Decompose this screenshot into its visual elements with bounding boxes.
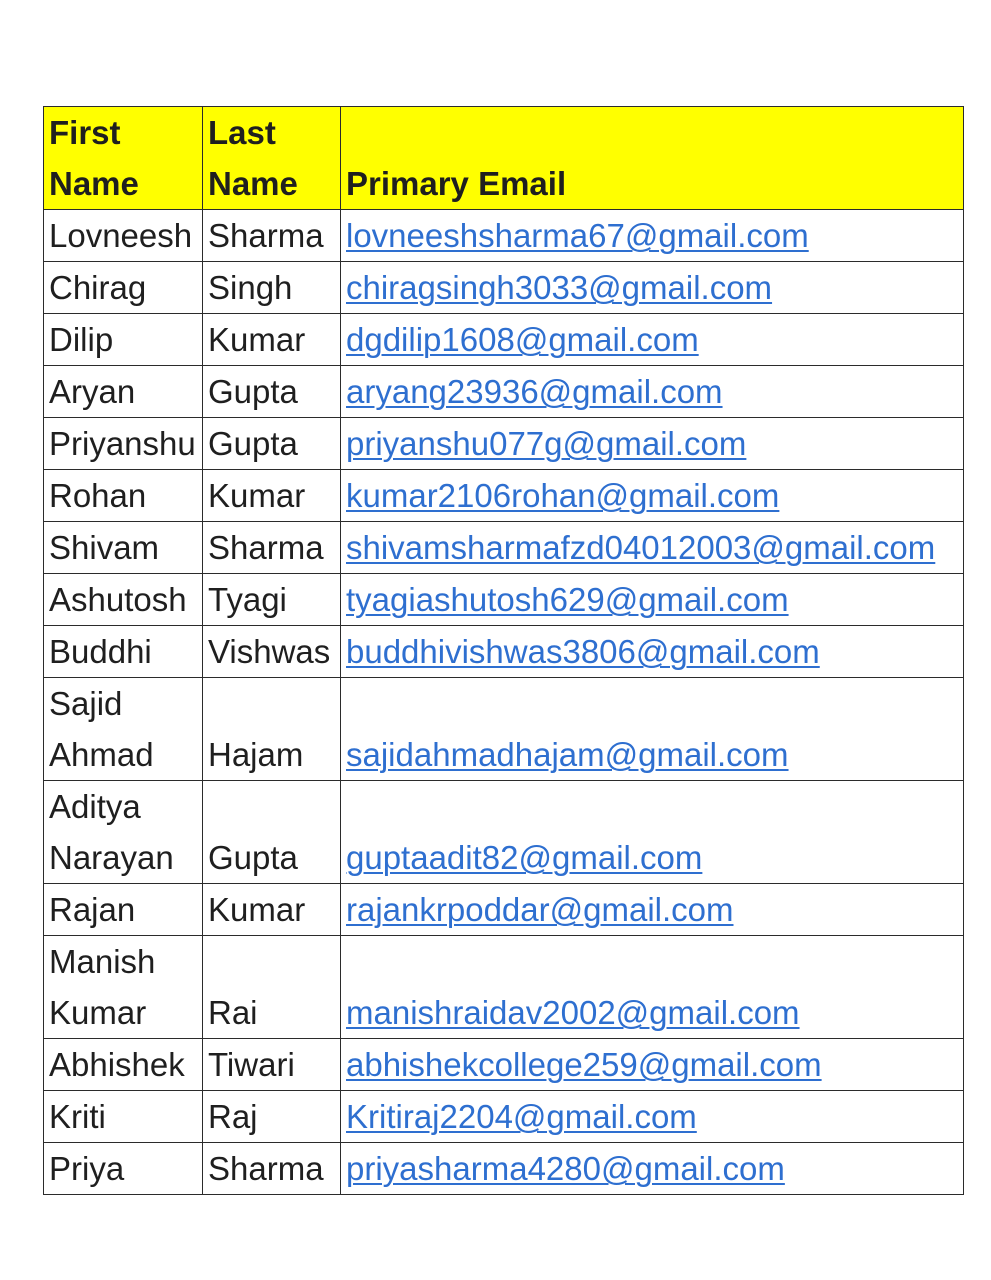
email-link[interactable]: Kritiraj2204@gmail.com — [346, 1098, 697, 1135]
last-name-cell: Vishwas — [203, 626, 341, 678]
first-name-cell — [44, 418, 203, 470]
last-name-cell: Kumar — [203, 884, 341, 936]
email-cell — [341, 470, 964, 522]
first-name: Ashutosh — [49, 581, 187, 618]
table-row — [44, 470, 964, 522]
header-first-name: First Name — [44, 107, 203, 210]
first-name-cell — [44, 1091, 203, 1143]
first-name: Manish Kumar — [49, 943, 156, 1031]
email-link[interactable]: buddhivishwas3806@gmail.com — [346, 633, 820, 670]
table-row — [44, 678, 964, 781]
first-name: Dilip — [49, 321, 114, 358]
first-name-cell — [44, 1039, 203, 1091]
last-name-cell: Tyagi — [203, 574, 341, 626]
first-name: Aryan — [49, 373, 136, 410]
last-name-cell: Sharma — [203, 210, 341, 262]
first-name: Rajan — [49, 891, 136, 928]
first-name-cell — [44, 262, 203, 314]
last-name-cell: Raj — [203, 1091, 341, 1143]
email-cell — [341, 314, 964, 366]
last-name-cell: Singh — [203, 262, 341, 314]
first-name-cell — [44, 522, 203, 574]
last-name-cell: Gupta — [203, 781, 341, 884]
email-link[interactable]: guptaadit82@gmail.com — [346, 839, 703, 876]
first-name-cell — [44, 1143, 203, 1195]
email-cell — [341, 1143, 964, 1195]
header-last-name: Last Name — [203, 107, 341, 210]
table-row — [44, 366, 964, 418]
first-name: Aditya Narayan — [49, 788, 174, 876]
first-name: Priya — [49, 1150, 125, 1187]
email-cell — [341, 366, 964, 418]
email-link[interactable]: tyagiashutosh629@gmail.com — [346, 581, 789, 618]
email-cell — [341, 781, 964, 884]
email-cell — [341, 1039, 964, 1091]
first-name: Sajid Ahmad — [49, 685, 154, 773]
last-name-cell: Rai — [203, 936, 341, 1039]
first-name: Shivam — [49, 529, 160, 566]
email-cell — [341, 626, 964, 678]
email-cell — [341, 574, 964, 626]
email-link[interactable]: lovneeshsharma67@gmail.com — [346, 217, 809, 254]
email-link[interactable]: abhishekcollege259@gmail.com — [346, 1046, 822, 1083]
first-name-cell — [44, 210, 203, 262]
first-name-cell — [44, 884, 203, 936]
email-cell — [341, 262, 964, 314]
email-link[interactable]: chiragsingh3033@gmail.com — [346, 269, 773, 306]
email-cell — [341, 210, 964, 262]
first-name-cell — [44, 314, 203, 366]
table-row — [44, 418, 964, 470]
email-link[interactable]: manishraidav2002@gmail.com — [346, 994, 800, 1031]
table-row — [44, 210, 964, 262]
email-link[interactable]: rajankrpoddar@gmail.com — [346, 891, 734, 928]
email-cell — [341, 678, 964, 781]
last-name-cell: Gupta — [203, 366, 341, 418]
last-name-cell: Hajam — [203, 678, 341, 781]
first-name: Lovneesh — [49, 217, 193, 254]
last-name-cell: Gupta — [203, 418, 341, 470]
table-row — [44, 574, 964, 626]
table-row — [44, 626, 964, 678]
email-cell — [341, 884, 964, 936]
email-link[interactable]: shivamsharmafzd04012003@gmail.com — [346, 529, 936, 566]
email-cell — [341, 418, 964, 470]
header-row — [44, 107, 964, 210]
first-name-cell — [44, 470, 203, 522]
email-cell — [341, 936, 964, 1039]
table-row — [44, 262, 964, 314]
contacts-table-body — [44, 107, 964, 1195]
first-name-cell — [44, 366, 203, 418]
last-name-cell: Sharma — [203, 1143, 341, 1195]
email-link[interactable]: sajidahmadhajam@gmail.com — [346, 736, 789, 773]
table-row — [44, 522, 964, 574]
first-name-cell — [44, 936, 203, 1039]
first-name: Buddhi — [49, 633, 152, 670]
email-cell — [341, 1091, 964, 1143]
first-name-cell — [44, 678, 203, 781]
last-name-cell: Kumar — [203, 470, 341, 522]
email-link[interactable]: kumar2106rohan@gmail.com — [346, 477, 780, 514]
first-name: Priyanshu — [49, 425, 196, 462]
first-name: Rohan — [49, 477, 147, 514]
first-name: Kriti — [49, 1098, 106, 1135]
table-row — [44, 1039, 964, 1091]
last-name-cell: Sharma — [203, 522, 341, 574]
table-row — [44, 1091, 964, 1143]
first-name-cell — [44, 781, 203, 884]
table-row — [44, 781, 964, 884]
first-name-cell — [44, 626, 203, 678]
first-name: Abhishek — [49, 1046, 185, 1083]
table-row — [44, 936, 964, 1039]
last-name-cell: Tiwari — [203, 1039, 341, 1091]
email-cell — [341, 522, 964, 574]
email-link[interactable]: priyasharma4280@gmail.com — [346, 1150, 785, 1187]
email-link[interactable]: dgdilip1608@gmail.com — [346, 321, 699, 358]
table-row — [44, 884, 964, 936]
email-link[interactable]: priyanshu077g@gmail.com — [346, 425, 747, 462]
first-name: Chirag — [49, 269, 147, 306]
last-name-cell: Kumar — [203, 314, 341, 366]
first-name-cell — [44, 574, 203, 626]
table-row — [44, 1143, 964, 1195]
table-row — [44, 314, 964, 366]
header-primary-email: Primary Email — [341, 107, 964, 210]
contacts-table — [43, 106, 964, 1195]
email-link[interactable]: aryang23936@gmail.com — [346, 373, 723, 410]
